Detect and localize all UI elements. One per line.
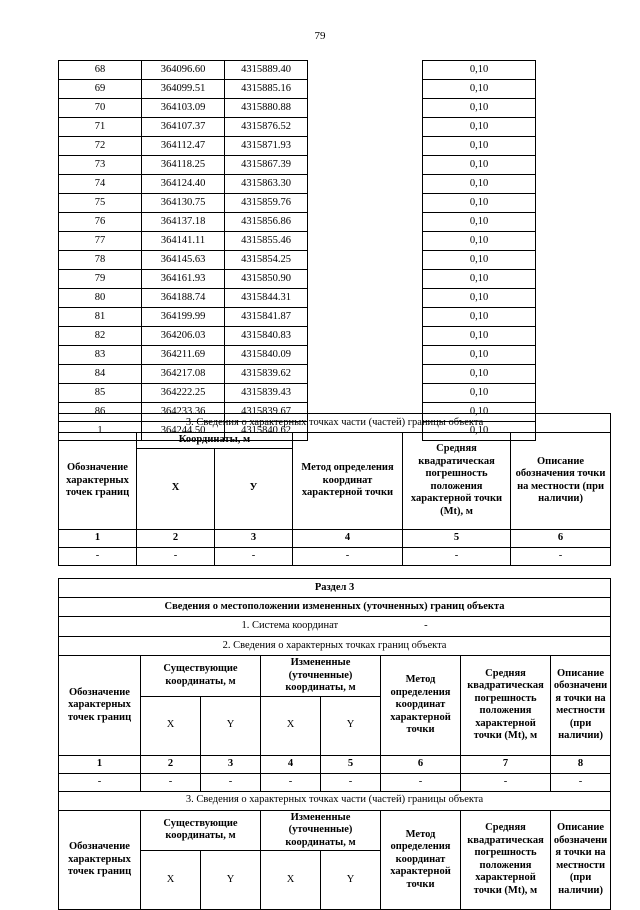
coord-y: 4315841.87 [225,308,308,327]
section-3-label: 3. Сведения о характерных точках части (частей) границы объекта [59,791,611,810]
method-cell [308,365,423,384]
mt-value: 0,10 [423,308,536,327]
table-row [59,346,640,365]
header-designation: Обозначение характерных точек границ [59,433,137,530]
header-designation: Обозначение характерных точек границ [59,656,141,756]
mt-value: 0,10 [423,175,536,194]
point-number: 81 [59,308,142,327]
point-number: 83 [59,346,142,365]
coord-x: 364199.99 [142,308,225,327]
razdel-subtitle: Сведения о местоположении измененных (уточненных) границ объекта [59,598,611,617]
section-3-label: 3. Сведения о характерных точках части (частей) границы объекта [59,414,611,433]
column-index: 5 [403,529,511,547]
description-cell [536,194,640,213]
description-cell [536,118,640,137]
description-cell [536,156,640,175]
column-index: 5 [321,755,381,773]
description-cell [536,270,640,289]
coord-y: 4315871.93 [225,137,308,156]
mt-value: 0,10 [423,365,536,384]
section-label-row [59,414,611,433]
empty-value: - [261,773,321,791]
method-cell [308,213,423,232]
coord-x: 364211.69 [142,346,225,365]
razdel-3-body [59,579,611,910]
mt-value: 0,10 [423,422,536,441]
description-cell [536,289,640,308]
coord-y: 4315856.86 [225,213,308,232]
coord-x: 364096.60 [142,61,225,80]
method-cell [308,232,423,251]
table-row [59,251,640,270]
mt-value: 0,10 [423,137,536,156]
coordinate-system-label: 1. Система координат [241,620,338,631]
header-changed-x: X [261,696,321,755]
razdel-title: Раздел 3 [59,579,611,598]
description-cell [536,346,640,365]
mt-value: 0,10 [423,118,536,137]
description-cell [536,308,640,327]
coordinate-system-cell [59,617,611,637]
empty-value: - [381,773,461,791]
table-row [59,118,640,137]
mt-value: 0,10 [423,270,536,289]
description-cell [536,365,640,384]
method-cell [308,118,423,137]
header-changed-coordinates-group: Измененные (уточненные) координаты, м [261,656,381,697]
method-cell [308,346,423,365]
empty-value: - [201,773,261,791]
header-description: Описание обозначения точки на местности (при наличии) [551,656,611,756]
column-number-row [59,529,611,547]
page-number: 79 [0,30,640,43]
point-number: 78 [59,251,142,270]
method-cell [308,175,423,194]
mt-value: 0,10 [423,80,536,99]
coord-y: 4315839.43 [225,384,308,403]
coord-y: 4315839.62 [225,365,308,384]
empty-value: - [59,547,137,565]
column-index: 4 [293,529,403,547]
coord-x: 364103.09 [142,99,225,118]
coord-x: 364161.93 [142,270,225,289]
point-number: 69 [59,80,142,99]
table-row [59,270,640,289]
point-number: 76 [59,213,142,232]
point-number: 74 [59,175,142,194]
mt-value: 0,10 [423,213,536,232]
coord-y: 4315850.90 [225,270,308,289]
mt-value: 0,10 [423,289,536,308]
header-mt: Средняя квадратическая погрешность положения характерной точки (Мt), м [403,433,511,530]
coord-x: 364222.25 [142,384,225,403]
coord-y: 4315855.46 [225,232,308,251]
coord-x: 364188.74 [142,289,225,308]
table-row [59,80,640,99]
mt-value: 0,10 [423,232,536,251]
column-index: 6 [511,529,611,547]
header-changed-coordinates-group: Измененные (уточненные) координаты, м [261,810,381,851]
table-row [59,308,640,327]
description-cell [536,327,640,346]
column-index: 7 [461,755,551,773]
header-existing-x: X [141,851,201,910]
header-existing-coordinates-group: Существующие координаты, м [141,810,261,851]
coord-y: 4315885.16 [225,80,308,99]
mt-value: 0,10 [423,403,536,422]
method-cell [308,308,423,327]
coord-y: 4315840.62 [225,422,308,441]
coord-y: 4315854.25 [225,251,308,270]
method-cell [308,99,423,118]
coord-y: 4315880.88 [225,99,308,118]
point-number: 84 [59,365,142,384]
coord-x: 364099.51 [142,80,225,99]
header-designation: Обозначение характерных точек границ [59,810,141,910]
header-method: Метод определения координат характерной точки [293,433,403,530]
method-cell [308,156,423,175]
coordinates-table-body [59,61,640,441]
table-row [59,289,640,308]
coord-y: 4315859.76 [225,194,308,213]
point-number: 75 [59,194,142,213]
coord-x: 364130.75 [142,194,225,213]
table-row [59,194,640,213]
column-index: 3 [215,529,293,547]
empty-value: - [403,547,511,565]
header-mt: Средняя квадратическая погрешность положения характерной точки (Мt), м [461,656,551,756]
method-cell [308,80,423,99]
description-cell [536,175,640,194]
mt-value: 0,10 [423,251,536,270]
header-coord-y: У [215,448,293,529]
coord-x: 364217.08 [142,365,225,384]
column-index: 1 [59,529,137,547]
point-number: 77 [59,232,142,251]
point-number: 71 [59,118,142,137]
column-index: 8 [551,755,611,773]
coord-x: 364206.03 [142,327,225,346]
column-index: 4 [261,755,321,773]
empty-value: - [137,547,215,565]
point-number: 72 [59,137,142,156]
coord-y: 4315889.40 [225,61,308,80]
method-cell [308,384,423,403]
point-number: 80 [59,289,142,308]
razdel-subtitle-row [59,598,611,617]
column-number-row [59,755,611,773]
table-row [59,547,611,565]
mt-value: 0,10 [423,384,536,403]
mt-value: 0,10 [423,156,536,175]
header-row [59,433,611,449]
header-row [59,810,611,851]
header-coordinates-group: Координаты, м [137,433,293,449]
mt-value: 0,10 [423,194,536,213]
coord-x: 364118.25 [142,156,225,175]
coordinate-system-value: - [424,620,428,633]
point-number: 85 [59,384,142,403]
coord-y: 4315876.52 [225,118,308,137]
header-changed-y: Y [321,851,381,910]
coord-x: 364107.37 [142,118,225,137]
coord-y: 4315840.09 [225,346,308,365]
table-row [59,232,640,251]
section-label-row [59,637,611,656]
header-description: Описание обозначения точки на местности (при наличии) [511,433,611,530]
column-index: 6 [381,755,461,773]
coord-x: 364244.50 [142,422,225,441]
section-2-label: 2. Сведения о характерных точках границ объекта [59,637,611,656]
table-row [59,175,640,194]
point-number: 73 [59,156,142,175]
header-method: Метод определения координат характерной точки [381,810,461,910]
coord-y: 4315844.31 [225,289,308,308]
coord-y: 4315863.30 [225,175,308,194]
table-row [59,61,640,80]
empty-value: - [511,547,611,565]
header-coord-x: Х [137,448,215,529]
column-index: 2 [137,529,215,547]
table-row [59,384,640,403]
mt-value: 0,10 [423,61,536,80]
description-cell [536,251,640,270]
header-method: Метод определения координат характерной точки [381,656,461,756]
point-number: 1 [59,422,142,441]
table-row [59,156,640,175]
method-cell [308,270,423,289]
part-boundary-section-body [59,414,611,566]
table-row [59,773,611,791]
empty-value: - [321,773,381,791]
empty-value: - [551,773,611,791]
table-row [59,99,640,118]
coord-y: 4315867.39 [225,156,308,175]
description-cell [536,384,640,403]
empty-value: - [461,773,551,791]
coord-y: 4315840.83 [225,327,308,346]
razdel-title-row [59,579,611,598]
empty-value: - [215,547,293,565]
part-boundary-section-table [58,413,611,566]
method-cell [308,289,423,308]
point-number: 79 [59,270,142,289]
empty-value: - [293,547,403,565]
mt-value: 0,10 [423,99,536,118]
mt-value: 0,10 [423,346,536,365]
header-changed-y: Y [321,696,381,755]
description-cell [536,80,640,99]
razdel-3-table [58,578,611,910]
coord-x: 364145.63 [142,251,225,270]
description-cell [536,61,640,80]
method-cell [308,194,423,213]
method-cell [308,61,423,80]
header-changed-x: X [261,851,321,910]
section-label-row [59,791,611,810]
description-cell [536,99,640,118]
method-cell [308,251,423,270]
column-index: 2 [141,755,201,773]
description-cell [536,232,640,251]
coord-system-row [59,617,611,637]
method-cell [308,137,423,156]
coordinates-table [58,60,640,441]
mt-value: 0,10 [423,327,536,346]
empty-value: - [59,773,141,791]
header-existing-y: Y [201,696,261,755]
header-row [59,656,611,697]
coord-x: 364112.47 [142,137,225,156]
table-row [59,213,640,232]
header-existing-x: X [141,696,201,755]
point-number: 86 [59,403,142,422]
coord-x: 364141.11 [142,232,225,251]
description-cell [536,213,640,232]
header-mt: Средняя квадратическая погрешность положения характерной точки (Мt), м [461,810,551,910]
table-row [59,365,640,384]
header-description: Описание обозначения точки на местности (при наличии) [551,810,611,910]
column-index: 1 [59,755,141,773]
table-row [59,327,640,346]
coord-x: 364137.18 [142,213,225,232]
header-existing-coordinates-group: Существующие координаты, м [141,656,261,697]
method-cell [308,327,423,346]
column-index: 3 [201,755,261,773]
header-existing-y: Y [201,851,261,910]
coord-y: 4315839.67 [225,403,308,422]
coord-x: 364124.40 [142,175,225,194]
empty-value: - [141,773,201,791]
description-cell [536,137,640,156]
point-number: 68 [59,61,142,80]
coord-x: 364233.36 [142,403,225,422]
point-number: 70 [59,99,142,118]
point-number: 82 [59,327,142,346]
table-row [59,137,640,156]
